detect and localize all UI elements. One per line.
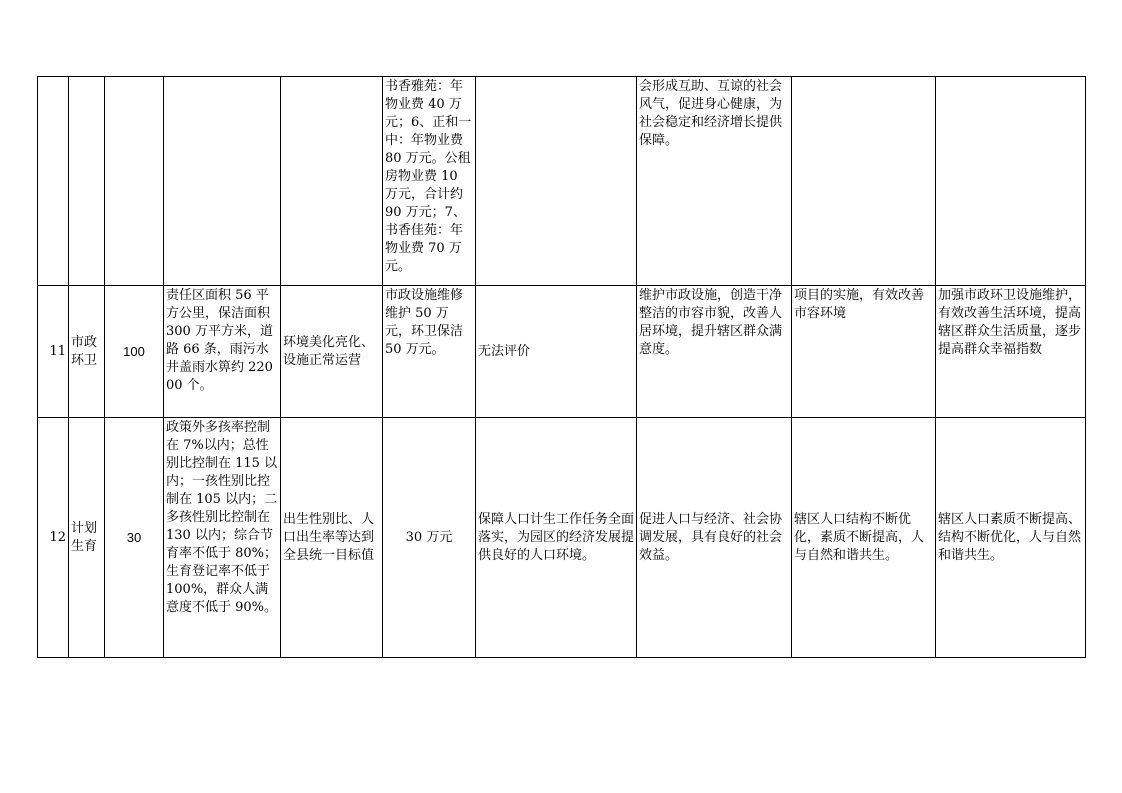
target-cell: 政策外多孩率控制在 7%以内；总性别比控制在 115 以内；一孩性别比控制在 105 以内；二多孩性别比控制在 130 以内；综合节育率不低于 80%；生育登记率不低于 100%，群众人满意度不低于 90%。	[164, 418, 281, 658]
project-table	[37, 76, 1086, 658]
row-number-cell: 12	[38, 418, 69, 658]
evaluation-cell	[476, 77, 637, 286]
table-row	[38, 77, 1086, 286]
amount-cell	[105, 77, 164, 286]
output-cell	[281, 77, 383, 286]
row-number-cell: 11	[38, 286, 69, 418]
sustainability-cell: 加强市政环卫设施维护，有效改善生活环境，提高辖区群众生活质量，逐步提高群众幸福指数	[936, 286, 1086, 418]
amount-cell: 100	[105, 286, 164, 418]
effect-cell: 项目的实施，有效改善市容环境	[792, 286, 936, 418]
evaluation-cell: 无法评价	[476, 286, 637, 418]
funds-cell: 书香雅苑：年物业费 40 万元；6、正和一中：年物业费 80 万元。公租房物业费 10 万元，合计约 90 万元；7、书香佳苑：年物业费 70 万元。	[383, 77, 476, 286]
project-name-cell: 市政环卫	[69, 286, 105, 418]
funds-cell: 市政设施维修维护 50 万元，环卫保洁 50 万元。	[383, 286, 476, 418]
row-number-cell	[38, 77, 69, 286]
table-row	[38, 418, 1086, 658]
sustainability-cell	[936, 77, 1086, 286]
amount-cell: 30	[105, 418, 164, 658]
target-cell	[164, 77, 281, 286]
social-benefit-cell: 会形成互助、互谅的社会风气，促进身心健康，为社会稳定和经济增长提供保障。	[637, 77, 792, 286]
output-cell: 环境美化亮化、设施正常运营	[281, 286, 383, 418]
target-cell: 责任区面积 56 平方公里，保洁面积 300 万平方米，道路 66 条，雨污水井盖雨水箅约 22000 个。	[164, 286, 281, 418]
project-name-cell	[69, 77, 105, 286]
project-name-cell: 计划生育	[69, 418, 105, 658]
funds-cell: 30 万元	[383, 418, 476, 658]
table-row	[38, 286, 1086, 418]
sustainability-cell: 辖区人口素质不断提高、结构不断优化，人与自然和谐共生。	[936, 418, 1086, 658]
output-cell: 出生性别比、人口出生率等达到全县统一目标值	[281, 418, 383, 658]
effect-cell	[792, 77, 936, 286]
social-benefit-cell: 促进人口与经济、社会协调发展，具有良好的社会效益。	[637, 418, 792, 658]
evaluation-cell: 保障人口计生工作任务全面落实，为园区的经济发展提供良好的人口环境。	[476, 418, 637, 658]
social-benefit-cell: 维护市政设施，创造干净整洁的市容市貌，改善人居环境，提升辖区群众满意度。	[637, 286, 792, 418]
effect-cell: 辖区人口结构不断优化，素质不断提高，人与自然和谐共生。	[792, 418, 936, 658]
